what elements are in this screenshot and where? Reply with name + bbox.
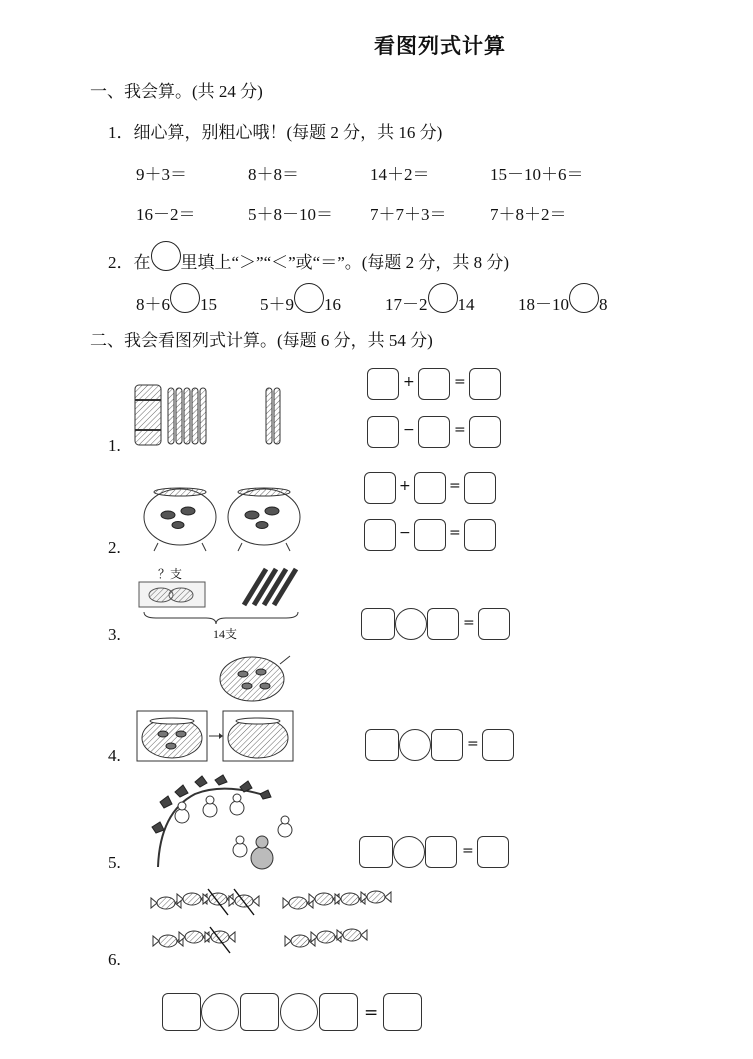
equals-sign: = xyxy=(467,736,479,752)
answer-box[interactable] xyxy=(469,416,501,448)
answer-box[interactable] xyxy=(425,836,457,868)
section1-heading: 一、我会算。(共 24 分) xyxy=(90,82,263,101)
operator-circle[interactable] xyxy=(201,993,239,1031)
answer-box[interactable] xyxy=(414,519,446,551)
compare-left: 18－10 xyxy=(518,295,569,314)
compare-circle[interactable] xyxy=(294,283,324,313)
compare-item xyxy=(260,290,341,321)
page-title: 看图列式计算 xyxy=(374,34,506,58)
circle-blank-icon xyxy=(151,241,181,271)
answer-box[interactable] xyxy=(319,993,358,1031)
question-label: ？支 xyxy=(158,567,183,581)
compare-right: 8 xyxy=(599,295,608,314)
calc-item: 15－10＋6＝ xyxy=(490,165,584,184)
q1-prompt: 1．细心算，别粗心哦！(每题 2 分，共 16 分) xyxy=(108,123,443,142)
answer-box[interactable] xyxy=(418,416,450,448)
fishbowls-illustration xyxy=(140,485,310,555)
fish-net-illustration xyxy=(135,654,305,764)
operator-circle[interactable] xyxy=(395,608,427,640)
compare-right: 14 xyxy=(457,295,475,314)
operator-circle[interactable] xyxy=(399,729,431,761)
calc-item: 16－2＝ xyxy=(136,205,196,224)
problem-number: 5. xyxy=(108,853,121,872)
answer-box[interactable] xyxy=(477,836,509,868)
answer-box[interactable] xyxy=(431,729,463,761)
minus-sign: − xyxy=(403,422,415,438)
calc-item: 9＋3＝ xyxy=(136,165,187,184)
compare-left: 8＋6 xyxy=(136,295,170,314)
answer-box[interactable] xyxy=(383,993,422,1031)
compare-circle[interactable] xyxy=(569,283,599,313)
compare-right: 15 xyxy=(200,295,217,314)
calc-item: 8＋8＝ xyxy=(248,165,299,184)
compare-left: 17－2 xyxy=(385,295,428,314)
calc-item: 14＋2＝ xyxy=(370,165,430,184)
equals-sign: = xyxy=(449,525,461,541)
problem-number: 3. xyxy=(108,625,121,644)
compare-item xyxy=(136,290,217,321)
answer-box[interactable] xyxy=(414,472,446,504)
plus-sign: + xyxy=(403,374,415,390)
calc-item: 7＋7＋3＝ xyxy=(370,205,447,224)
q2-prompt xyxy=(108,248,509,279)
answer-box[interactable] xyxy=(427,608,459,640)
problem-number: 1. xyxy=(108,436,121,455)
total-label: 14支 xyxy=(213,627,238,641)
problem-number: 6. xyxy=(108,950,121,969)
answer-box[interactable] xyxy=(418,368,450,400)
answer-box[interactable] xyxy=(482,729,514,761)
compare-circle[interactable] xyxy=(170,283,200,313)
answer-box[interactable] xyxy=(469,368,501,400)
q2-prompt-before: 2．在 xyxy=(108,253,151,272)
candies-illustration xyxy=(148,885,403,963)
equals-sign: = xyxy=(449,478,461,494)
answer-box[interactable] xyxy=(359,836,393,868)
calc-item: 5＋8－10＝ xyxy=(248,205,333,224)
calc-item: 7＋8＋2＝ xyxy=(490,205,567,224)
pencils-illustration xyxy=(136,565,306,625)
plus-sign: + xyxy=(399,478,411,494)
answer-box[interactable] xyxy=(478,608,510,640)
equals-sign: = xyxy=(454,422,466,438)
answer-box[interactable] xyxy=(240,993,279,1031)
answer-box[interactable] xyxy=(464,519,496,551)
section2-heading: 二、我会看图列式计算。(每题 6 分，共 54 分) xyxy=(90,331,433,350)
q2-prompt-after: 里填上“＞”“＜”或“＝”。(每题 2 分，共 8 分) xyxy=(180,253,510,272)
sticks-bundle-illustration xyxy=(130,380,290,450)
operator-circle[interactable] xyxy=(280,993,318,1031)
compare-item xyxy=(518,290,608,321)
equals-sign: = xyxy=(364,1003,379,1023)
answer-box[interactable] xyxy=(364,519,396,551)
problem-number: 4. xyxy=(108,746,121,765)
answer-box[interactable] xyxy=(367,368,399,400)
answer-box[interactable] xyxy=(364,472,396,504)
compare-circle[interactable] xyxy=(428,283,458,313)
equals-sign: = xyxy=(463,615,475,631)
answer-box[interactable] xyxy=(365,729,399,761)
compare-left: 5＋9 xyxy=(260,295,294,314)
compare-right: 16 xyxy=(324,295,341,314)
answer-box[interactable] xyxy=(367,416,399,448)
answer-box[interactable] xyxy=(162,993,201,1031)
answer-box[interactable] xyxy=(464,472,496,504)
gourd-vine-illustration xyxy=(140,772,285,872)
equals-sign: = xyxy=(454,374,466,390)
minus-sign: − xyxy=(399,525,411,541)
answer-box[interactable] xyxy=(361,608,395,640)
operator-circle[interactable] xyxy=(393,836,425,868)
equals-sign: = xyxy=(462,843,474,859)
compare-item xyxy=(385,290,475,321)
problem-number: 2. xyxy=(108,538,121,557)
